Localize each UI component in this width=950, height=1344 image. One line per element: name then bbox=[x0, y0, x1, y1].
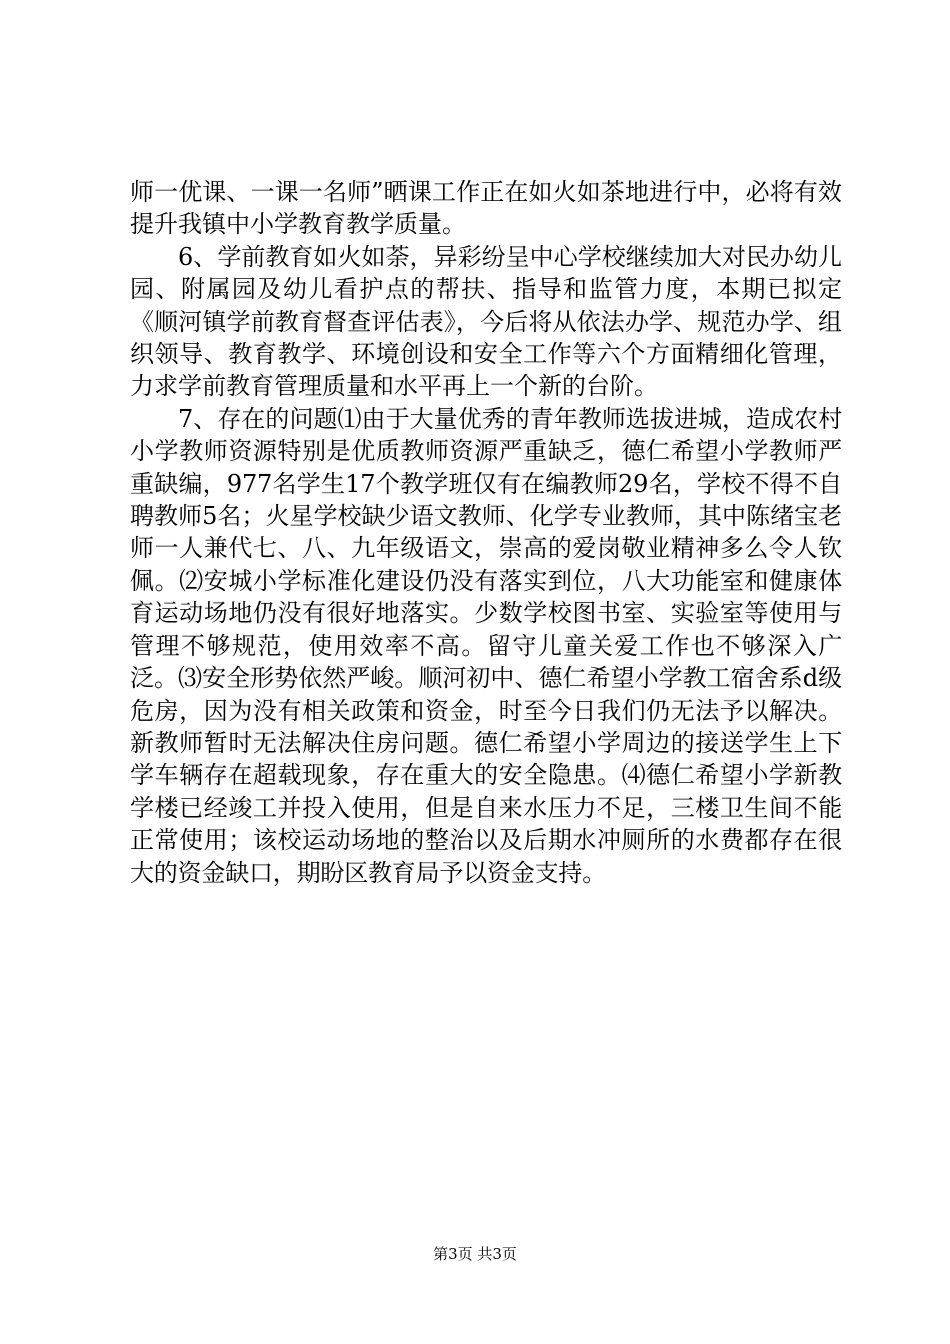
paragraph-continuation: 师一优课、一课一名师”晒课工作正在如火如茶地进行中，必将有效提升我镇中小学教育教学质量。 bbox=[130, 178, 842, 239]
paragraph-existing-problems: 7、存在的问题⑴由于大量优秀的青年教师选拔进城，造成农村小学教师资源特别是优质教师资源严重缺乏，德仁希望小学教师严重缺编，977名学生17个教学班仅有在编教师29名，学校不得不自聘教师5名；火星学校缺少语文教师、化学专业教师，其中陈绪宝老师一人兼代七、八、九年级语文，崇高的爱岗敬业精神多么令人钦佩。⑵安城小学标准化建设仍没有落实到位，八大功能室和健康体育运动场地仍没有很好地落实。少数学校图书室、实验室等使用与管理不够规范，使用效率不高。留守儿童关爱工作也不够深入广泛。⑶安全形势依然严峻。顺河初中、德仁希望小学教工宿舍系d级危房，因为没有相关政策和资金，时至今日我们仍无法予以解决。新教师暂时无法解决住房问题。德仁希望小学周边的接送学生上下学车辆存在超载现象，存在重大的安全隐患。⑷德仁希望小学新教学楼已经竣工并投入使用，但是自来水压力不足，三楼卫生间不能正常使用；该校运动场地的整治以及后期水冲厕所的水费都存在很大的资金缺口，期盼区教育局予以资金支持。 bbox=[130, 404, 842, 887]
page-number-footer: 第3页 共3页 bbox=[433, 1245, 517, 1263]
paragraph-preschool-education: 6、学前教育如火如荼，异彩纷呈中心学校继续加大对民办幼儿园、附属园及幼儿看护点的帮扶、指导和监管力度，本期已拟定《顺河镇学前教育督查评估表》，今后将从依法办学、规范办学、组织领导、教育教学、环境创设和安全工作等六个方面精细化管理，力求学前教育管理质量和水平再上一个新的台阶。 bbox=[130, 242, 842, 401]
document-body bbox=[130, 176, 842, 889]
